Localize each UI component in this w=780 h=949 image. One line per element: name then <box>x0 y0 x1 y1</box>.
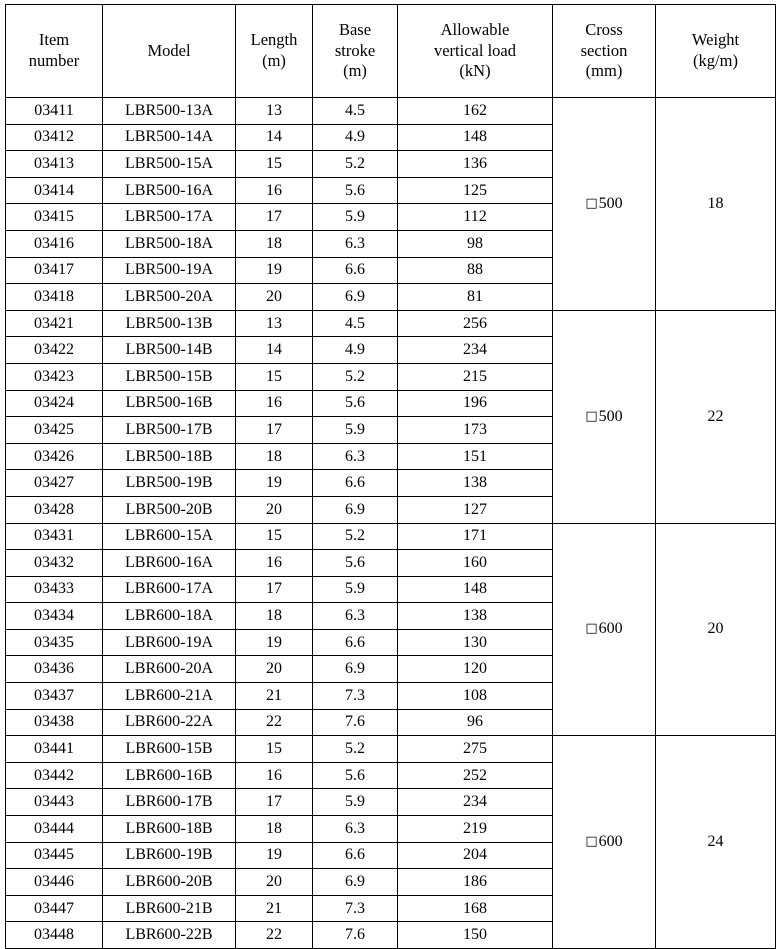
base-stroke-cell: 6.9 <box>313 656 398 683</box>
length-cell: 17 <box>236 417 313 444</box>
item-number-cell: 03448 <box>6 922 103 949</box>
weight-cell: 22 <box>656 310 776 523</box>
model-cell: LBR500-14B <box>103 337 236 364</box>
item-number-cell: 03418 <box>6 284 103 311</box>
item-number-cell: 03421 <box>6 310 103 337</box>
length-cell: 15 <box>236 363 313 390</box>
column-header-text: stroke <box>334 40 376 60</box>
model-cell: LBR500-14A <box>103 124 236 151</box>
allowable-load-cell: 160 <box>398 550 553 577</box>
specification-table <box>5 4 776 949</box>
item-number-cell: 03417 <box>6 257 103 284</box>
item-number-cell: 03412 <box>6 124 103 151</box>
allowable-load-cell: 150 <box>398 922 553 949</box>
base-stroke-cell: 5.2 <box>313 736 398 763</box>
length-cell: 15 <box>236 151 313 178</box>
item-number-cell: 03438 <box>6 709 103 736</box>
model-cell: LBR500-15A <box>103 151 236 178</box>
length-cell: 19 <box>236 470 313 497</box>
allowable-load-cell: 138 <box>398 470 553 497</box>
base-stroke-cell: 6.6 <box>313 842 398 869</box>
allowable-load-cell: 136 <box>398 151 553 178</box>
model-cell: LBR600-22B <box>103 922 236 949</box>
base-stroke-cell: 6.6 <box>313 470 398 497</box>
length-cell: 20 <box>236 869 313 896</box>
base-stroke-cell: 6.9 <box>313 284 398 311</box>
allowable-load-cell: 256 <box>398 310 553 337</box>
base-stroke-cell: 5.9 <box>313 204 398 231</box>
base-stroke-cell: 5.9 <box>313 576 398 603</box>
model-cell: LBR500-19A <box>103 257 236 284</box>
cross-section-cell: □600 <box>553 736 656 949</box>
base-stroke-cell: 6.6 <box>313 629 398 656</box>
length-cell: 19 <box>236 842 313 869</box>
base-stroke-cell: 7.6 <box>313 709 398 736</box>
table-header <box>6 5 776 98</box>
allowable-load-cell: 204 <box>398 842 553 869</box>
cross-section-cell: □500 <box>553 98 656 311</box>
allowable-load-cell: 151 <box>398 443 553 470</box>
square-section-icon: □ <box>585 195 598 211</box>
allowable-load-cell: 171 <box>398 523 553 550</box>
base-stroke-cell: 7.3 <box>313 895 398 922</box>
column-header-text: Cross <box>585 20 623 40</box>
base-stroke-cell: 4.9 <box>313 337 398 364</box>
base-stroke-cell: 5.2 <box>313 523 398 550</box>
column-header-text: Item <box>38 30 70 50</box>
item-number-cell: 03435 <box>6 629 103 656</box>
item-number-cell: 03415 <box>6 204 103 231</box>
allowable-load-cell: 168 <box>398 895 553 922</box>
column-header-text: Allowable <box>440 20 510 40</box>
column-header-text: (kg/m) <box>693 51 738 70</box>
base-stroke-cell: 5.6 <box>313 550 398 577</box>
model-cell: LBR600-18B <box>103 816 236 843</box>
base-stroke-cell: 6.9 <box>313 869 398 896</box>
length-cell: 22 <box>236 922 313 949</box>
base-stroke-cell: 6.3 <box>313 816 398 843</box>
length-cell: 21 <box>236 683 313 710</box>
length-cell: 14 <box>236 124 313 151</box>
model-cell: LBR500-20B <box>103 496 236 523</box>
model-cell: LBR500-18A <box>103 230 236 257</box>
length-cell: 13 <box>236 310 313 337</box>
length-cell: 16 <box>236 390 313 417</box>
base-stroke-cell: 5.9 <box>313 789 398 816</box>
base-stroke-cell: 4.5 <box>313 98 398 125</box>
item-number-cell: 03425 <box>6 417 103 444</box>
allowable-load-cell: 275 <box>398 736 553 763</box>
model-cell: LBR600-16B <box>103 762 236 789</box>
base-stroke-cell: 4.9 <box>313 124 398 151</box>
allowable-load-cell: 96 <box>398 709 553 736</box>
allowable-load-cell: 252 <box>398 762 553 789</box>
column-header-text: section <box>580 40 628 60</box>
weight-cell: 20 <box>656 523 776 736</box>
item-number-cell: 03445 <box>6 842 103 869</box>
table-row <box>6 523 776 550</box>
allowable-load-cell: 234 <box>398 337 553 364</box>
base-stroke-cell: 7.6 <box>313 922 398 949</box>
model-cell: LBR500-18B <box>103 443 236 470</box>
base-stroke-cell: 6.3 <box>313 443 398 470</box>
allowable-load-cell: 125 <box>398 177 553 204</box>
item-number-cell: 03422 <box>6 337 103 364</box>
model-cell: LBR600-20B <box>103 869 236 896</box>
model-cell: LBR600-17B <box>103 789 236 816</box>
length-cell: 22 <box>236 709 313 736</box>
column-header-text: (mm) <box>585 61 623 81</box>
length-cell: 13 <box>236 98 313 125</box>
item-number-cell: 03427 <box>6 470 103 497</box>
length-cell: 17 <box>236 204 313 231</box>
item-number-cell: 03424 <box>6 390 103 417</box>
allowable-load-cell: 130 <box>398 629 553 656</box>
length-cell: 17 <box>236 789 313 816</box>
column-header-text: Weight <box>691 30 740 50</box>
column-header-base-stroke <box>313 5 398 98</box>
length-cell: 15 <box>236 523 313 550</box>
item-number-cell: 03436 <box>6 656 103 683</box>
base-stroke-cell: 5.9 <box>313 417 398 444</box>
column-header-item-number <box>6 5 103 98</box>
model-cell: LBR600-21A <box>103 683 236 710</box>
column-header-text: Length <box>250 30 298 50</box>
item-number-cell: 03413 <box>6 151 103 178</box>
column-header-text: (m) <box>343 61 367 81</box>
length-cell: 17 <box>236 576 313 603</box>
header-row <box>6 5 776 98</box>
item-number-cell: 03437 <box>6 683 103 710</box>
model-cell: LBR500-16A <box>103 177 236 204</box>
length-cell: 14 <box>236 337 313 364</box>
base-stroke-cell: 6.3 <box>313 603 398 630</box>
item-number-cell: 03443 <box>6 789 103 816</box>
base-stroke-cell: 4.5 <box>313 310 398 337</box>
allowable-load-cell: 196 <box>398 390 553 417</box>
square-section-icon: □ <box>585 621 598 637</box>
base-stroke-cell: 6.9 <box>313 496 398 523</box>
model-cell: LBR600-20A <box>103 656 236 683</box>
item-number-cell: 03434 <box>6 603 103 630</box>
table-row <box>6 310 776 337</box>
item-number-cell: 03428 <box>6 496 103 523</box>
table-body <box>6 98 776 949</box>
length-cell: 19 <box>236 629 313 656</box>
model-cell: LBR600-15B <box>103 736 236 763</box>
model-cell: LBR600-19B <box>103 842 236 869</box>
cross-section-cell: □600 <box>553 523 656 736</box>
base-stroke-cell: 5.2 <box>313 363 398 390</box>
column-header-allowable-vertical-load <box>398 5 553 98</box>
allowable-load-cell: 173 <box>398 417 553 444</box>
base-stroke-cell: 6.3 <box>313 230 398 257</box>
length-cell: 16 <box>236 177 313 204</box>
model-cell: LBR500-17A <box>103 204 236 231</box>
base-stroke-cell: 5.6 <box>313 177 398 204</box>
length-cell: 18 <box>236 443 313 470</box>
model-cell: LBR500-13B <box>103 310 236 337</box>
allowable-load-cell: 88 <box>398 257 553 284</box>
cross-section-cell: □500 <box>553 310 656 523</box>
length-cell: 18 <box>236 603 313 630</box>
item-number-cell: 03441 <box>6 736 103 763</box>
item-number-cell: 03414 <box>6 177 103 204</box>
length-cell: 19 <box>236 257 313 284</box>
allowable-load-cell: 148 <box>398 124 553 151</box>
allowable-load-cell: 148 <box>398 576 553 603</box>
square-section-icon: □ <box>585 408 598 424</box>
model-cell: LBR500-20A <box>103 284 236 311</box>
column-header-weight <box>656 5 776 98</box>
column-header-text: vertical load <box>433 40 516 60</box>
model-cell: LBR500-13A <box>103 98 236 125</box>
length-cell: 20 <box>236 284 313 311</box>
length-cell: 20 <box>236 496 313 523</box>
length-cell: 18 <box>236 230 313 257</box>
base-stroke-cell: 5.6 <box>313 390 398 417</box>
item-number-cell: 03426 <box>6 443 103 470</box>
allowable-load-cell: 127 <box>398 496 553 523</box>
item-number-cell: 03416 <box>6 230 103 257</box>
allowable-load-cell: 186 <box>398 869 553 896</box>
column-header-model <box>103 5 236 98</box>
model-cell: LBR600-16A <box>103 550 236 577</box>
model-cell: LBR500-15B <box>103 363 236 390</box>
model-cell: LBR500-19B <box>103 470 236 497</box>
model-cell: LBR600-22A <box>103 709 236 736</box>
length-cell: 16 <box>236 762 313 789</box>
column-header-length <box>236 5 313 98</box>
model-cell: LBR600-19A <box>103 629 236 656</box>
allowable-load-cell: 138 <box>398 603 553 630</box>
item-number-cell: 03444 <box>6 816 103 843</box>
square-section-icon: □ <box>585 834 598 850</box>
column-header-text: number <box>28 51 80 70</box>
length-cell: 18 <box>236 816 313 843</box>
model-cell: LBR600-15A <box>103 523 236 550</box>
column-header-text: (kN) <box>459 61 491 81</box>
table-row <box>6 736 776 763</box>
allowable-load-cell: 108 <box>398 683 553 710</box>
allowable-load-cell: 215 <box>398 363 553 390</box>
model-cell: LBR600-21B <box>103 895 236 922</box>
allowable-load-cell: 234 <box>398 789 553 816</box>
allowable-load-cell: 219 <box>398 816 553 843</box>
weight-cell: 24 <box>656 736 776 949</box>
length-cell: 20 <box>236 656 313 683</box>
length-cell: 21 <box>236 895 313 922</box>
item-number-cell: 03411 <box>6 98 103 125</box>
model-cell: LBR600-17A <box>103 576 236 603</box>
allowable-load-cell: 81 <box>398 284 553 311</box>
model-cell: LBR500-17B <box>103 417 236 444</box>
item-number-cell: 03442 <box>6 762 103 789</box>
allowable-load-cell: 112 <box>398 204 553 231</box>
item-number-cell: 03446 <box>6 869 103 896</box>
allowable-load-cell: 120 <box>398 656 553 683</box>
length-cell: 16 <box>236 550 313 577</box>
weight-cell: 18 <box>656 98 776 311</box>
item-number-cell: 03433 <box>6 576 103 603</box>
base-stroke-cell: 5.6 <box>313 762 398 789</box>
item-number-cell: 03423 <box>6 363 103 390</box>
item-number-cell: 03447 <box>6 895 103 922</box>
column-header-text: Model <box>147 40 191 60</box>
column-header-cross-section <box>553 5 656 98</box>
column-header-text: Base <box>338 20 372 40</box>
base-stroke-cell: 6.6 <box>313 257 398 284</box>
allowable-load-cell: 162 <box>398 98 553 125</box>
allowable-load-cell: 98 <box>398 230 553 257</box>
base-stroke-cell: 5.2 <box>313 151 398 178</box>
column-header-text: (m) <box>262 51 286 70</box>
model-cell: LBR500-16B <box>103 390 236 417</box>
item-number-cell: 03431 <box>6 523 103 550</box>
length-cell: 15 <box>236 736 313 763</box>
item-number-cell: 03432 <box>6 550 103 577</box>
table-row <box>6 98 776 125</box>
model-cell: LBR600-18A <box>103 603 236 630</box>
base-stroke-cell: 7.3 <box>313 683 398 710</box>
